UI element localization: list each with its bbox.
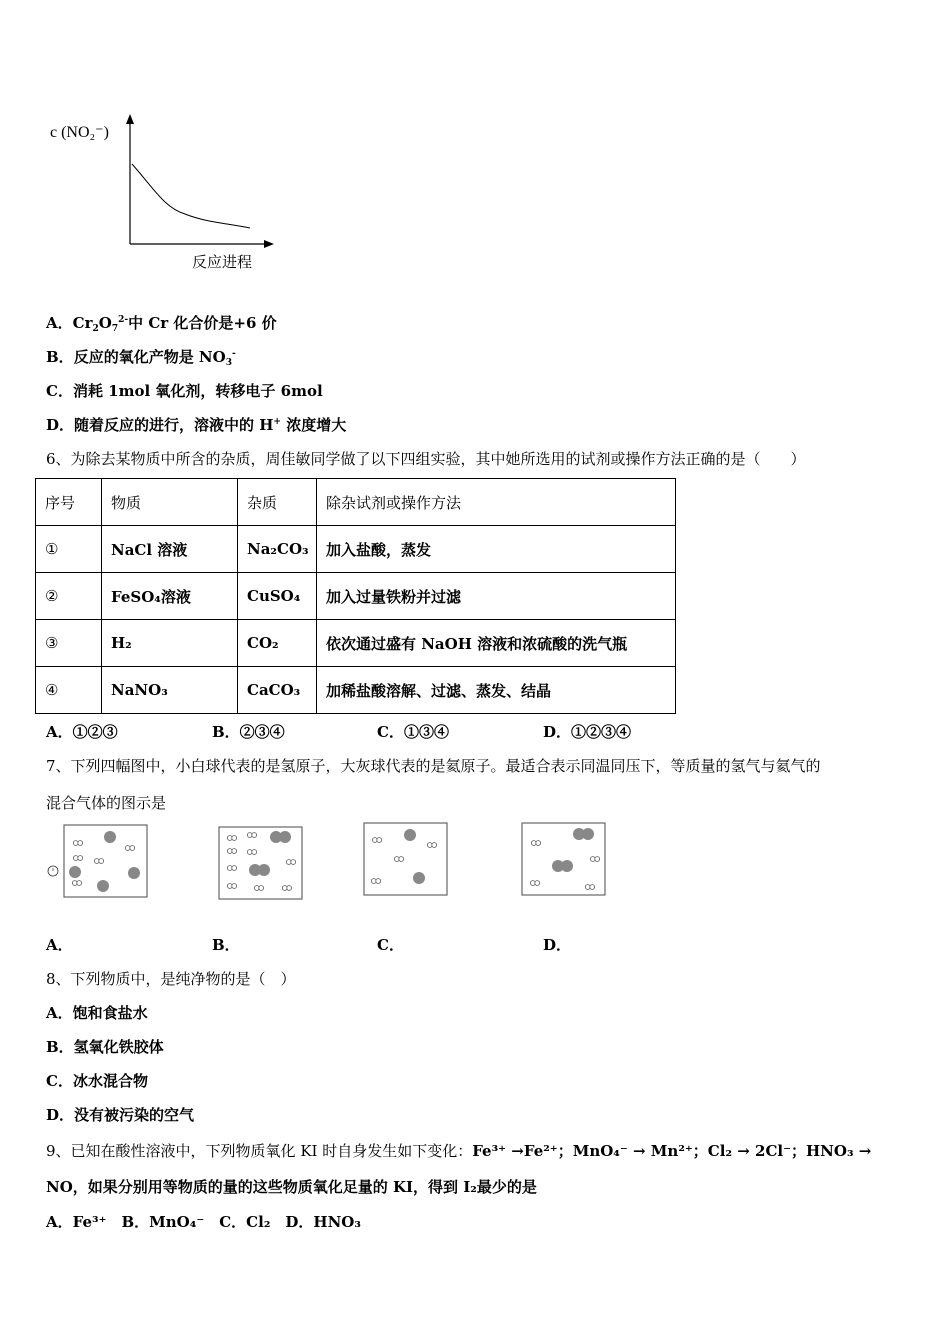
table-cell: 加入盐酸，蒸发 [317,526,676,573]
graph-x-label: 反应进程 [192,253,253,271]
q6-option-b: B．②③④ [212,723,285,741]
diagram-a [64,825,147,897]
table-row [36,620,676,667]
table-cell: ① [36,526,102,573]
header-cell: 物质 [102,479,238,526]
table-cell: 加稀盐酸溶解、过滤、蒸发、结晶 [317,667,676,714]
q7-diagrams [44,820,614,905]
q7-option-b: B． [212,936,240,954]
diagram-b [219,827,302,899]
q8-option-a: A．饱和食盐水 [46,1004,148,1022]
q8-stem: 8、下列物质中，是纯净物的是（ ） [46,970,296,988]
q9-options: A．Fe³⁺ B．MnO₄⁻ C．Cl₂ D．HNO₃ [46,1213,361,1231]
header-cell: 除杂试剂或操作方法 [317,479,676,526]
table-cell: CaCO₃ [238,667,317,714]
header-cell: 杂质 [238,479,317,526]
clock-icon [48,866,58,876]
q6-option-d: D．①②③④ [543,723,632,741]
table-cell: CO₂ [238,620,317,667]
table-cell: ③ [36,620,102,667]
q7-option-d: D． [543,936,572,954]
table-cell: FeSO₄溶液 [102,573,238,620]
q7-stem-line1: 7、下列四幅图中，小白球代表的是氢原子，大灰球代表的是氦原子。最适合表示同温同压下，等质量的氢气与氦气的 [46,757,821,775]
q5-option-a: A．$Cr_2O_7^{2-}$中 Cr 化合价是+6 价 [46,314,277,334]
x-axis-arrow [264,240,274,248]
q6-option-a: A．①②③ [46,723,118,741]
q9-reactions: Fe³⁺ →Fe²⁺；MnO₄⁻ → Mn²⁺；Cl₂ → 2Cl⁻；HNO₃ → [472,1142,872,1160]
table-cell: ② [36,573,102,620]
table-cell: CuSO₄ [238,573,317,620]
table-cell: 加入过量铁粉并过滤 [317,573,676,620]
y-axis-arrow [126,114,134,124]
table-header-row [36,479,676,526]
concentration-curve [132,164,250,228]
q8-option-b: B．氢氧化铁胶体 [46,1038,164,1056]
diagram-d [522,823,605,895]
header-cell: 序号 [36,479,102,526]
q6-option-c: C．①③④ [377,723,449,741]
table-row [36,526,676,573]
diagram-c [364,823,447,895]
q7-stem-line2: 混合气体的图示是 [46,794,167,812]
q5-option-b: B．反应的氧化产物是 $NO_3^-$ [46,348,236,368]
table-cell: NaNO₃ [102,667,238,714]
graph-y-label: c (NO₂⁻) [50,124,109,141]
q5-option-c: C．消耗 1mol 氧化剂，转移电子 6mol [46,382,323,400]
q7-option-c: C． [377,936,404,954]
q8-option-c: C．冰水混合物 [46,1072,148,1090]
table-row [36,667,676,714]
q5-option-d: D．随着反应的进行，溶液中的 H+ 浓度增大 [46,416,347,434]
q7-option-a: A． [46,936,73,954]
q9-stem [46,1140,871,1161]
q9-stem-start: 9、已知在酸性溶液中，下列物质氧化 KI 时自身发生如下变化： [46,1142,473,1160]
table-cell: NaCl 溶液 [102,526,238,573]
q6-stem: 6、为除去某物质中所含的杂质，周佳敏同学做了以下四组实验，其中她所选用的试剂或操作方法正确的是（ ） [46,450,806,468]
q9-stem-line2: NO，如果分别用等物质的量的这些物质氧化足量的 KI，得到 I₂最少的是 [46,1178,537,1196]
table-cell: 依次通过盛有 NaOH 溶液和浓硫酸的洗气瓶 [317,620,676,667]
q8-option-d: D．没有被污染的空气 [46,1106,195,1124]
table-row [36,573,676,620]
concentration-graph [40,110,290,280]
table-cell: ④ [36,667,102,714]
table-cell: Na₂CO₃ [238,526,317,573]
table-cell: H₂ [102,620,238,667]
q6-table [35,478,676,714]
